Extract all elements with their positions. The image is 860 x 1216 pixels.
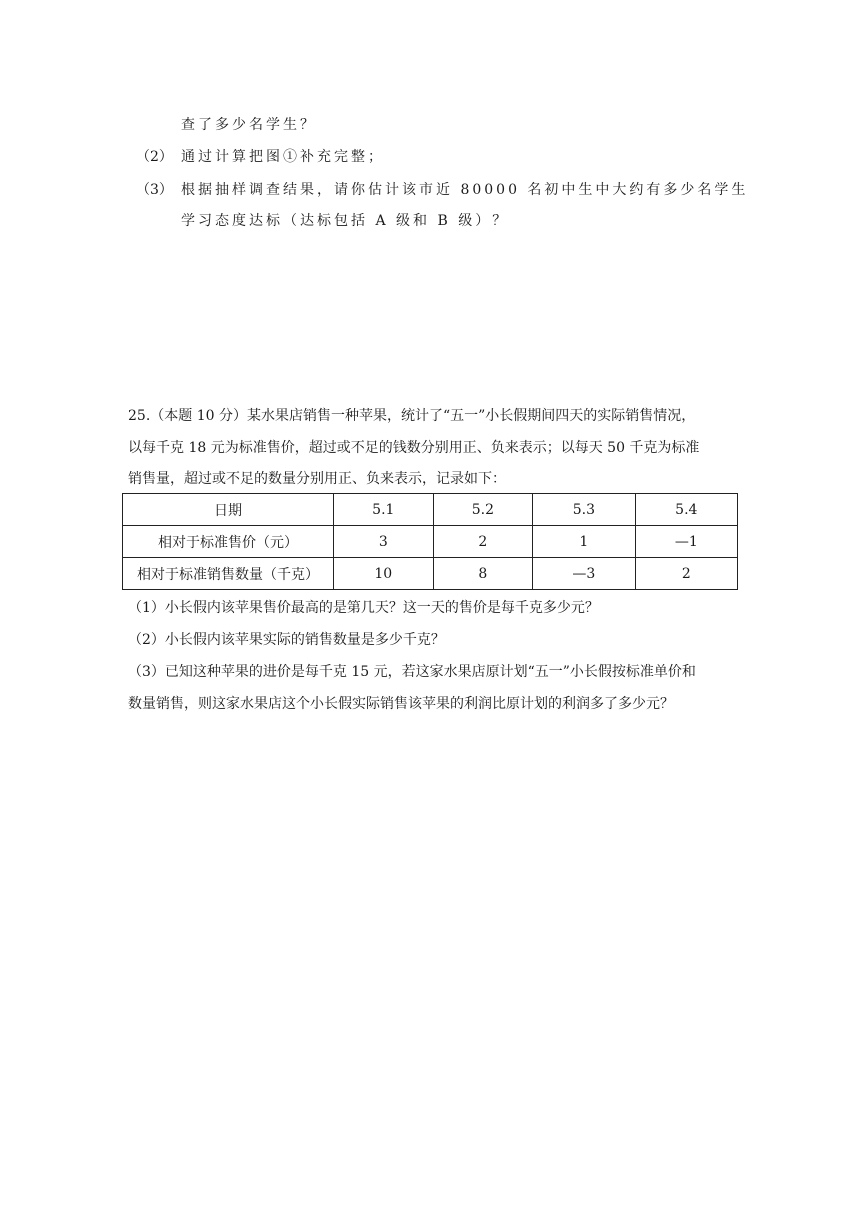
table-header-cell: 5.4: [635, 494, 737, 526]
table-header-cell: 日期: [123, 494, 334, 526]
q24-item-3-number: （3）: [136, 182, 173, 198]
q25-question-1: （1）小长假内该苹果售价最高的是第几天？这一天的售价是每千克多少元？: [128, 600, 599, 616]
q24-continuation: 查了多少名学生？: [181, 117, 317, 133]
q25-intro-line2: 以每千克 18 元为标准售价，超过或不足的钱数分别用正、负来表示；以每天 50 千克为标准: [128, 440, 700, 456]
q25-intro-line3: 销售量，超过或不足的数量分别用正、负来表示，记录如下：: [128, 471, 506, 487]
q24-item-2-text: 通过计算把图①补充完整；: [181, 149, 385, 165]
table-cell: 2: [635, 558, 737, 590]
q24-item-2-number: （2）: [136, 149, 173, 165]
q25-question-2: （2）小长假内该苹果实际的销售数量是多少千克？: [128, 632, 445, 648]
table-row: [123, 526, 738, 558]
table-cell: 3: [334, 526, 434, 558]
sales-table: [122, 493, 738, 590]
table-header-row: [123, 494, 738, 526]
table-cell: —3: [533, 558, 635, 590]
q25-question-3: （3）已知这种苹果的进价是每千克 15 元，若这家水果店原计划“五一”小长假按标准单价和: [128, 664, 696, 680]
q24-item-3-text: 根据抽样调查结果，请你估计该市近 80000 名初中生中大约有多少名学生: [181, 182, 749, 198]
table-cell: 1: [533, 526, 635, 558]
table-cell: 8: [433, 558, 533, 590]
table-header-cell: 5.1: [334, 494, 434, 526]
q25-intro-line1: 25.（本题 10 分）某水果店销售一种苹果，统计了“五一”小长假期间四天的实际销售情况，: [128, 408, 696, 424]
table-header-cell: 5.3: [533, 494, 635, 526]
table-header-cell: 5.2: [433, 494, 533, 526]
q24-item-3-text-line2: 学习态度达标（达标包括 A 级和 B 级）？: [181, 213, 510, 229]
table-cell: 2: [433, 526, 533, 558]
q25-question-3-line2: 数量销售，则这家水果店这个小长假实际销售该苹果的利润比原计划的利润多了多少元？: [128, 696, 674, 712]
table-cell: —1: [635, 526, 737, 558]
table-row: [123, 558, 738, 590]
table-row-label: 相对于标准销售数量（千克）: [123, 558, 334, 590]
table-row-label: 相对于标准售价（元）: [123, 526, 334, 558]
table-cell: 10: [334, 558, 434, 590]
